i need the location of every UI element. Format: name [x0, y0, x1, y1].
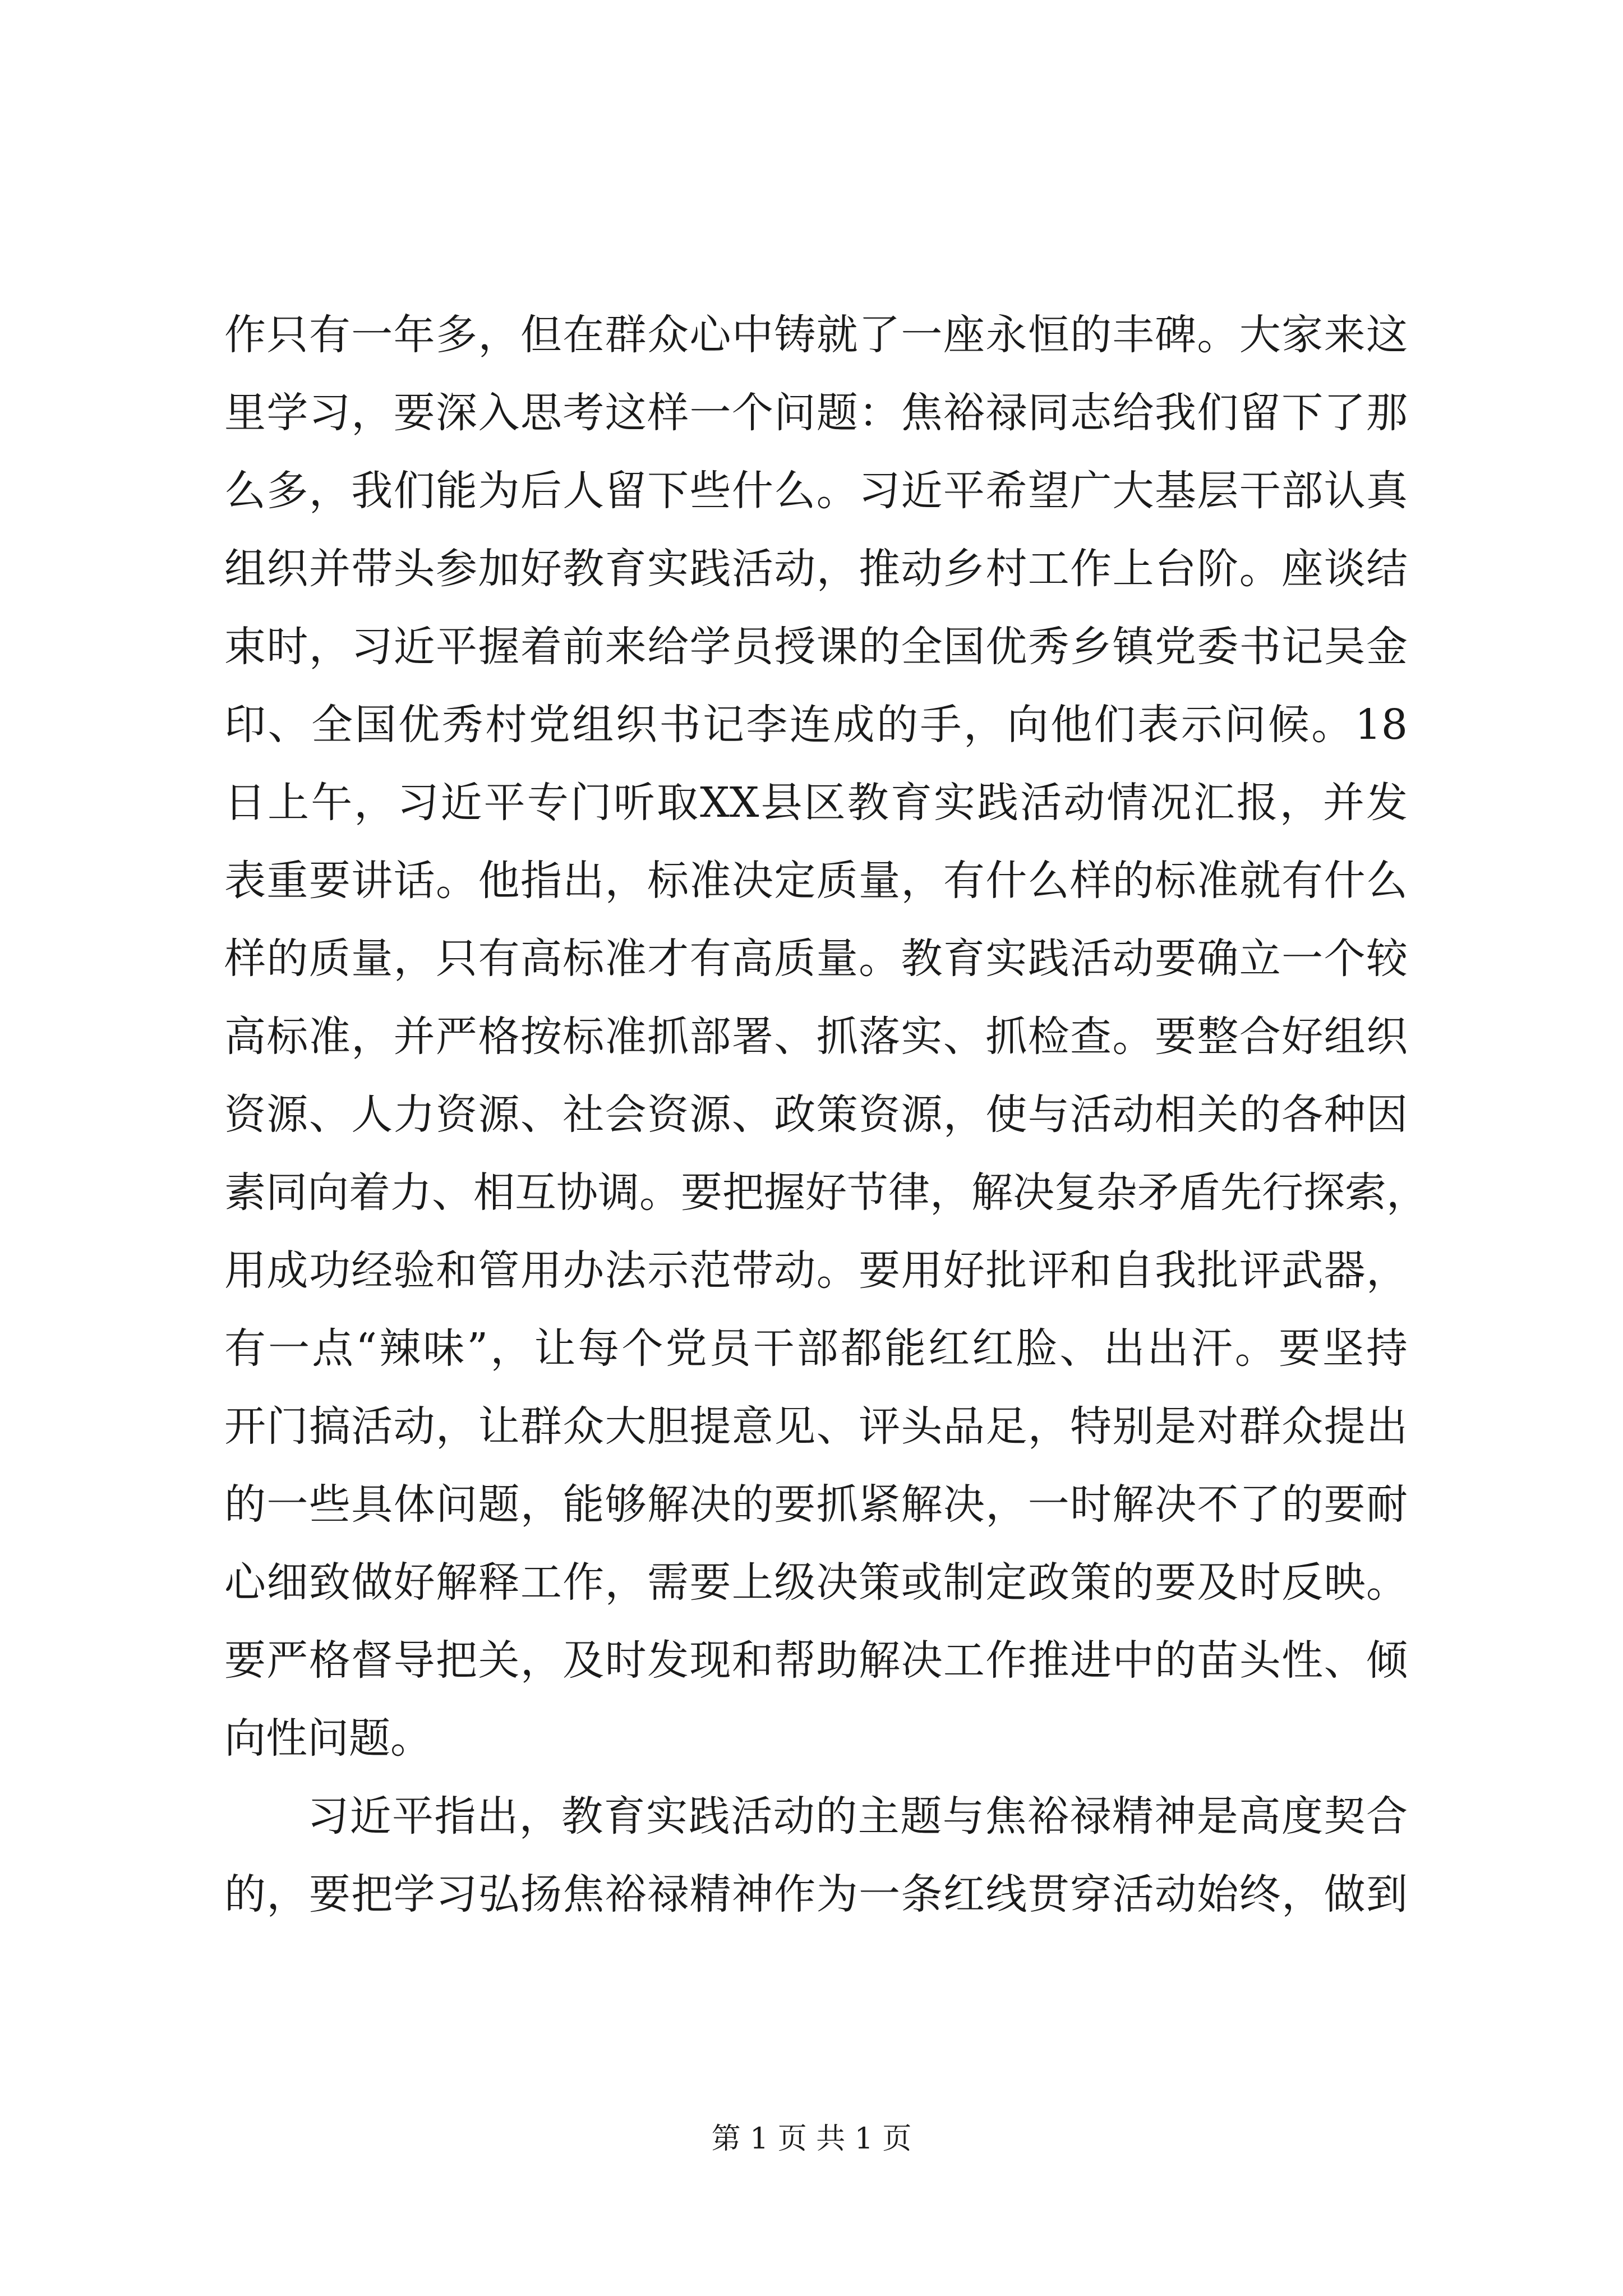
- text-line: 作只有一年多，但在群众心中铸就了一座永恒的丰碑。大家来这: [224, 311, 1408, 359]
- text-line: 的，要把学习弘扬焦裕禄精神作为一条红线贯穿活动始终，做到: [224, 1870, 1408, 1918]
- text-line: 样的质量，只有高标准才有高质量。教育实践活动要确立一个较: [224, 935, 1408, 983]
- paragraph-1: [224, 296, 1428, 1778]
- text-line: 心细致做好解释工作，需要上级决策或制定政策的要及时反映。: [224, 1558, 1408, 1607]
- text-line: 资源、人力资源、社会资源、政策资源，使与活动相关的各种因: [224, 1091, 1408, 1139]
- text-line: 束时，习近平握着前来给学员授课的全国优秀乡镇党委书记吴金: [224, 623, 1408, 671]
- page-footer: [0, 2115, 1623, 2157]
- text-line: 表重要讲话。他指出，标准决定质量，有什么样的标准就有什么: [224, 857, 1408, 905]
- text-line: 印、全国优秀村党组织书记李连成的手，向他们表示问候。18: [224, 701, 1408, 749]
- text-line: 要严格督导把关，及时发现和帮助解决工作推进中的苗头性、倾: [224, 1636, 1408, 1685]
- text-line: 组织并带头参加好教育实践活动，推动乡村工作上台阶。座谈结: [224, 545, 1408, 593]
- text-line: 开门搞活动，让群众大胆提意见、评头品足，特别是对群众提出: [224, 1402, 1408, 1451]
- page-number-label: 第 1 页 共 1 页: [711, 2122, 912, 2156]
- text-line: 的一些具体问题，能够解决的要抓紧解决，一时解决不了的要耐: [224, 1480, 1408, 1529]
- text-line: 日上午，习近平专门听取XX县区教育实践活动情况汇报，并发: [224, 779, 1408, 827]
- text-line: 素同向着力、相互协调。要把握好节律，解决复杂矛盾先行探索，: [224, 1168, 1428, 1217]
- document-body: [224, 296, 1428, 1934]
- text-line: 有一点“辣味”，让每个党员干部都能红红脸、出出汗。要坚持: [224, 1324, 1408, 1373]
- text-line: 高标准，并严格按标准抓部署、抓落实、抓检查。要整合好组织: [224, 1013, 1408, 1061]
- text-line: 向性问题。: [224, 1714, 432, 1763]
- text-line: 么多，我们能为后人留下些什么。习近平希望广大基层干部认真: [224, 467, 1408, 515]
- text-line: 习近平指出，教育实践活动的主题与焦裕禄精神是高度契合: [307, 1792, 1408, 1841]
- paragraph-2: [224, 1778, 1408, 1934]
- text-line: 用成功经验和管用办法示范带动。要用好批评和自我批评武器，: [224, 1246, 1408, 1295]
- text-line: 里学习，要深入思考这样一个问题：焦裕禄同志给我们留下了那: [224, 389, 1408, 437]
